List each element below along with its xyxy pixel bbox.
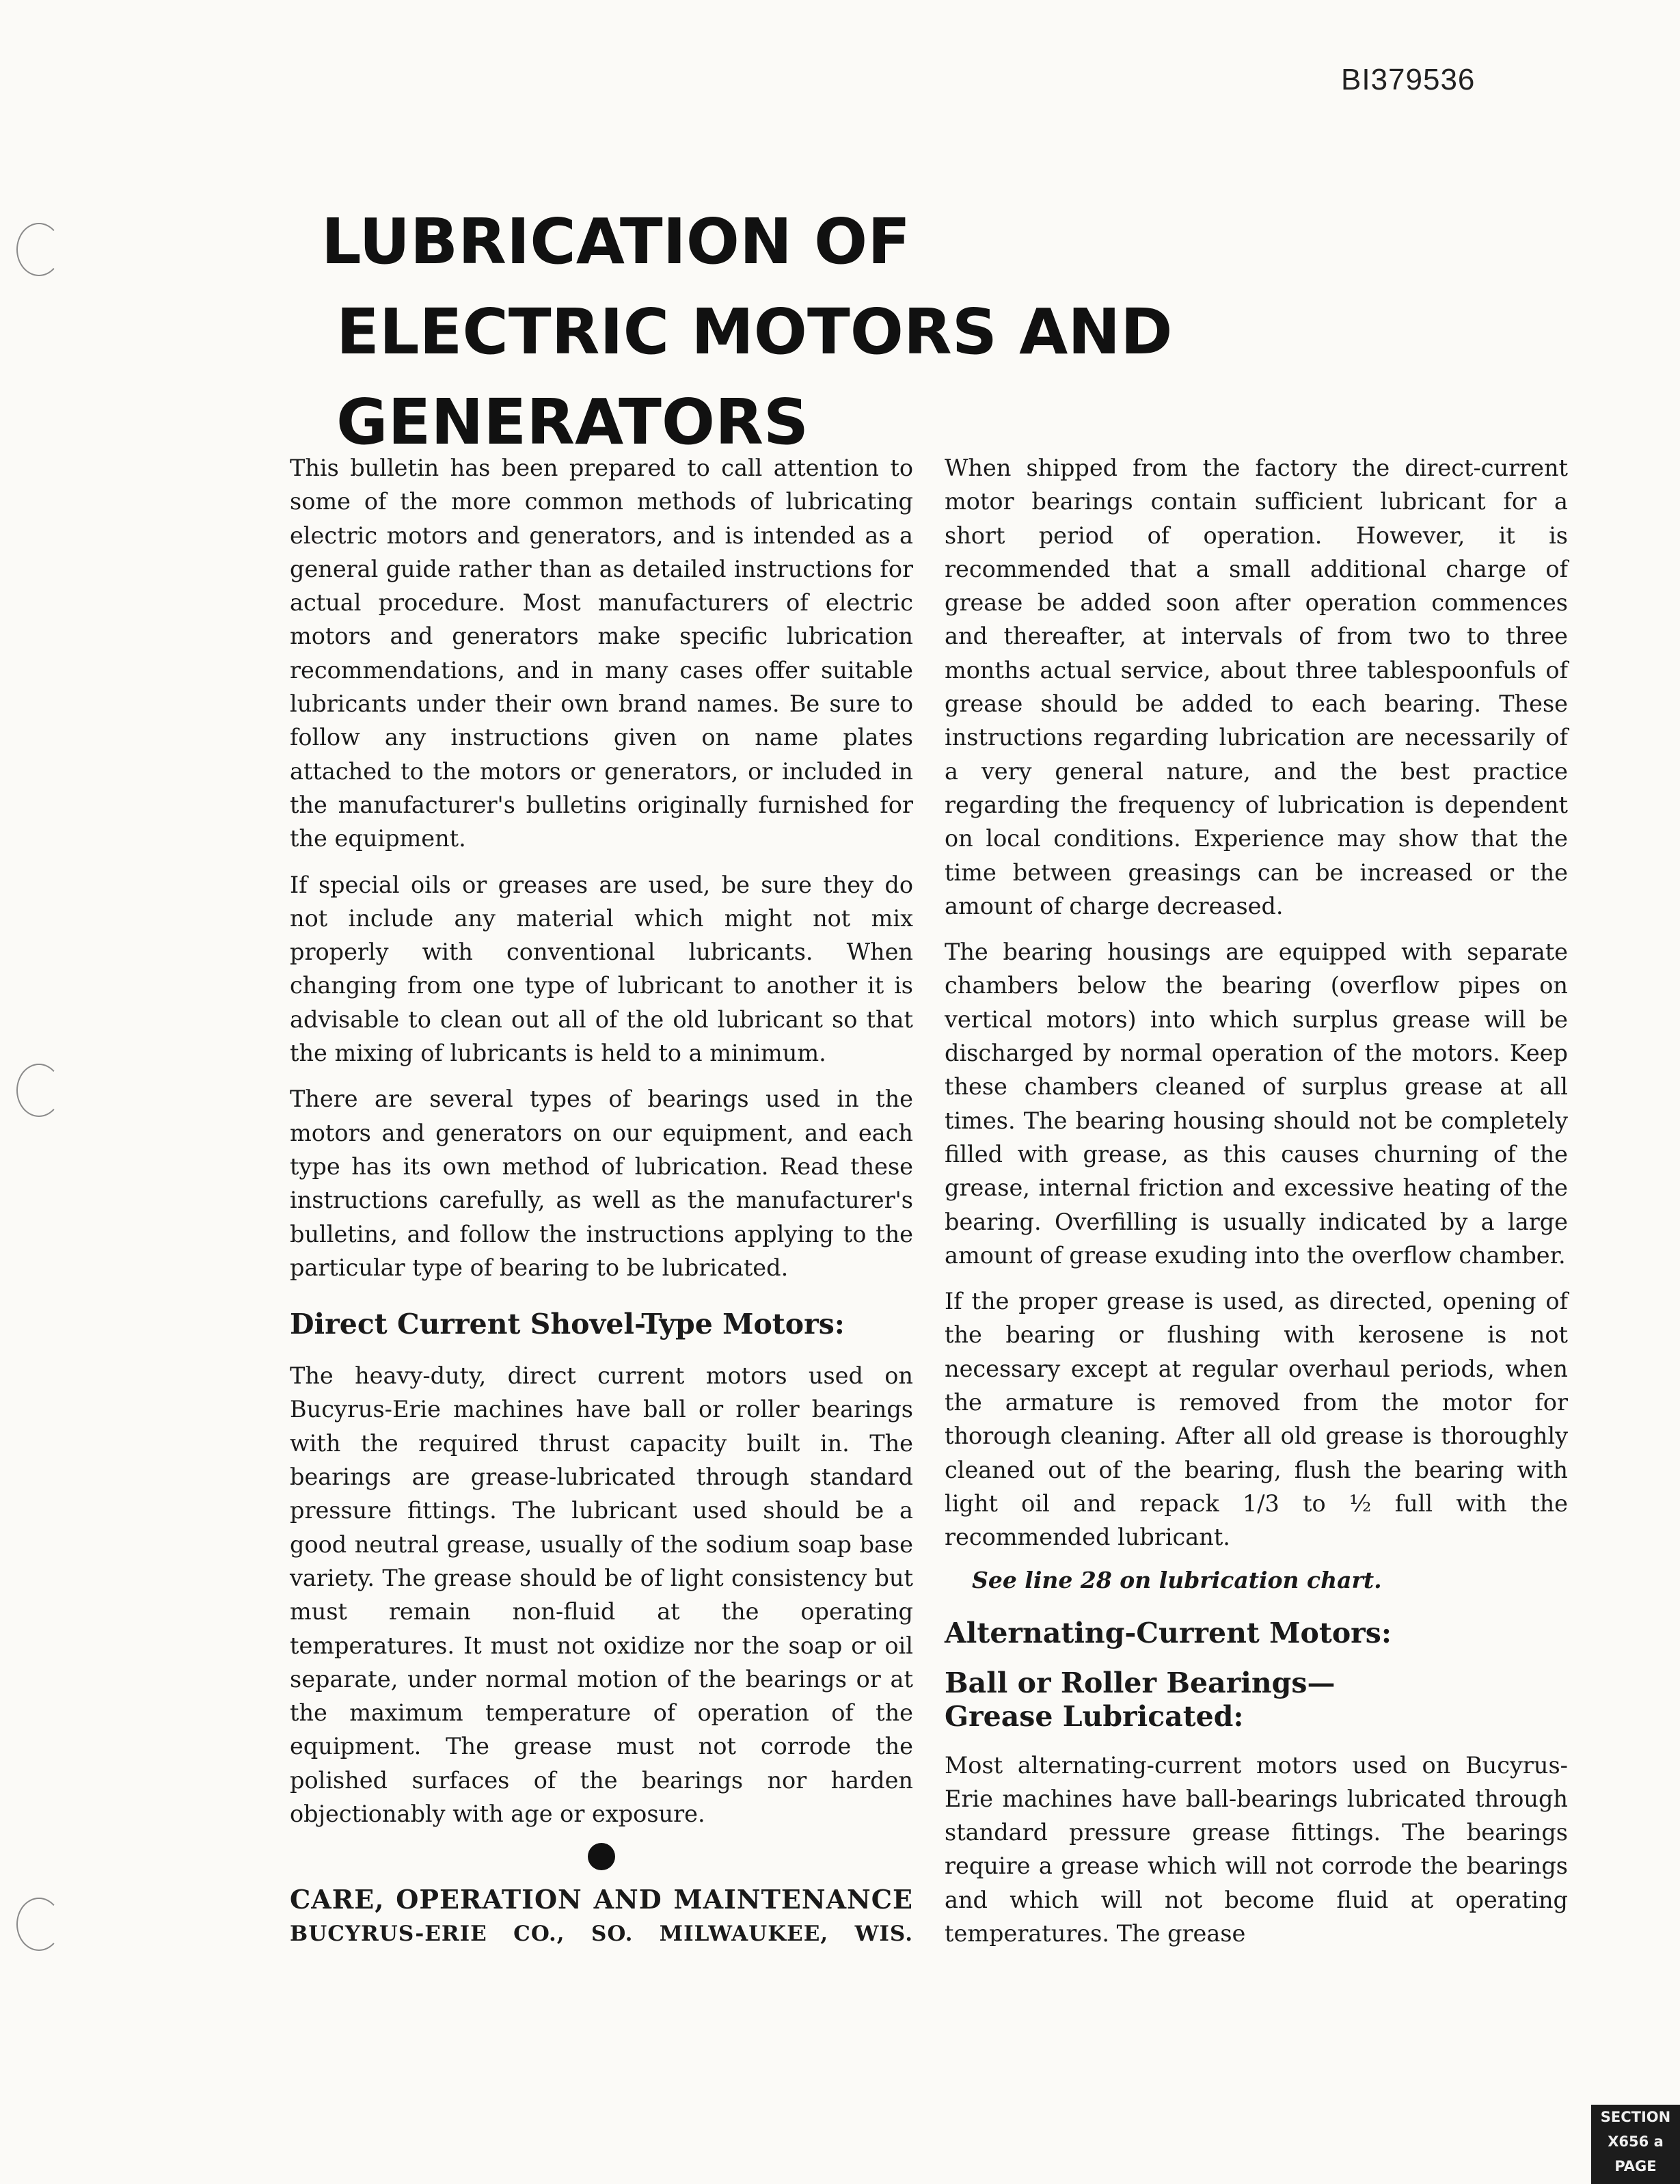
right-column xyxy=(945,451,1568,1963)
punch-hole-top xyxy=(16,223,62,276)
heading-ball-line-1: Ball or Roller Bearings— xyxy=(945,1666,1336,1699)
left-column xyxy=(290,451,913,1950)
bearing-housings-paragraph: The bearing housings are equipped with separate chambers below the bearing (overflow pipes on vertical motors) into which surplus grease will be discharged by normal operation of the motors. Keep these chambers cleaned of surplus grease at all times. The bearing housing should not be completely filled with grease, as this causes churning of the grease, internal friction and excessive heating of the bearing. Overfilling is usually indicated by a large amount of grease exuding into the overflow chamber. xyxy=(945,939,1568,1269)
heading-dc-motors: Direct Current Shovel-Type Motors: xyxy=(290,1308,845,1341)
factory-lubricant-paragraph: When shipped from the factory the direct-current motor bearings contain sufficient lubricant for a short period of operation. However, it is recommended that a small additional charge of grease be added soon after operation commences and thereafter, at intervals of from two to three months actual service, about three tablespoonfuls of grease should be added to each bearing. These instructions regarding lubrication are necessarily of a very general nature, and the best practice regarding the frequency of lubrication is dependent on local conditions. Experience may show that the time between greasings can be increased or the amount of charge decreased. xyxy=(945,455,1568,919)
title-line-1: LUBRICATION OF xyxy=(321,205,911,278)
footer-company: BUCYRUS-ERIE CO., SO. MILWAUKEE, WIS. xyxy=(290,1922,913,1947)
heading-ac-motors: Alternating-Current Motors: xyxy=(945,1616,1392,1649)
special-oils-paragraph: If special oils or greases are used, be sure they do not include any material which might not mix properly with conventional lubricants. When changing from one type of lubricant to another it is advisable to clean out all of the old lubricant so that the mixing of lubricants is held to a minimum. xyxy=(290,871,913,1067)
punch-hole-bottom xyxy=(16,1898,62,1951)
punch-hole-middle xyxy=(16,1064,62,1117)
section-tab-page: PAGE xyxy=(1614,2158,1657,2174)
bullet-icon xyxy=(588,1843,615,1870)
section-tab-number: X656 a xyxy=(1608,2133,1664,2150)
intro-paragraph: This bulletin has been prepared to call attention to some of the more common methods of lubricating electric motors and generators, and is intended as a general guide rather than as detailed instructions for actual procedure. Most manufacturers of electric motors and generators make specific lubrication recommendations, and in many cases offer suitable lubricants under their own brand names. Be sure to follow any instructions given on name plates attached to the motors or generators, or included in the manufacturer's bulletins originally furnished for the equipment. xyxy=(290,455,913,852)
heading-ball-line-2: Grease Lubricated: xyxy=(945,1699,1244,1733)
footer-series: CARE, OPERATION AND MAINTENANCE xyxy=(290,1884,913,1915)
document-id: BI379536 xyxy=(1341,63,1476,96)
dc-motors-paragraph: The heavy-duty, direct current motors used on Bucyrus-Erie machines have ball or roller bearings with the required thrust capacity built in. The bearings are grease-lubricated through standard pressure fittings. The lubricant used should be a good neutral grease, usually of the sodium soap base variety. The grease should be of light consistency but must remain non-fluid at the operating temperatures. It must not oxidize nor the soap or oil separate, under normal motion of the bearings or at the maximum temperature of operation of the equipment. The grease must not corrode the polished surfaces of the bearings nor harden objectionably with age or exposure. xyxy=(290,1362,913,1827)
heading-ball-bearings xyxy=(945,1667,1568,1734)
section-tab xyxy=(1591,2105,1680,2184)
page-title xyxy=(321,197,1524,468)
bearing-types-paragraph: There are several types of bearings used in the motors and generators on our equipment, and each type has its own method of lubrication. Read these instructions carefully, as well as the manufacturer's bulletins, and follow the instructions applying to the particular type of bearing to be lubricated. xyxy=(290,1086,913,1281)
chart-reference: See line 28 on lubrication chart. xyxy=(972,1566,1382,1593)
section-tab-label: SECTION xyxy=(1600,2109,1671,2125)
title-line-2: ELECTRIC MOTORS AND GENERATORS xyxy=(336,295,1173,459)
proper-grease-paragraph: If the proper grease is used, as directed, opening of the bearing or flushing with kerosene is not necessary except at regular overhaul periods, when the armature is removed from the motor for thorough cleaning. After all old grease is thoroughly cleaned out of the bearing, flush the bearing with light oil and repack 1/3 to ½ full with the recommended lubricant. xyxy=(945,1288,1568,1551)
ac-motors-paragraph: Most alternating-current motors used on Bucyrus-Erie machines have ball-bearings lubricated through standard pressure grease fittings. The bearings require a grease which will not corrode the bearings and which will not become fluid at operating temperatures. The grease xyxy=(945,1751,1568,1947)
